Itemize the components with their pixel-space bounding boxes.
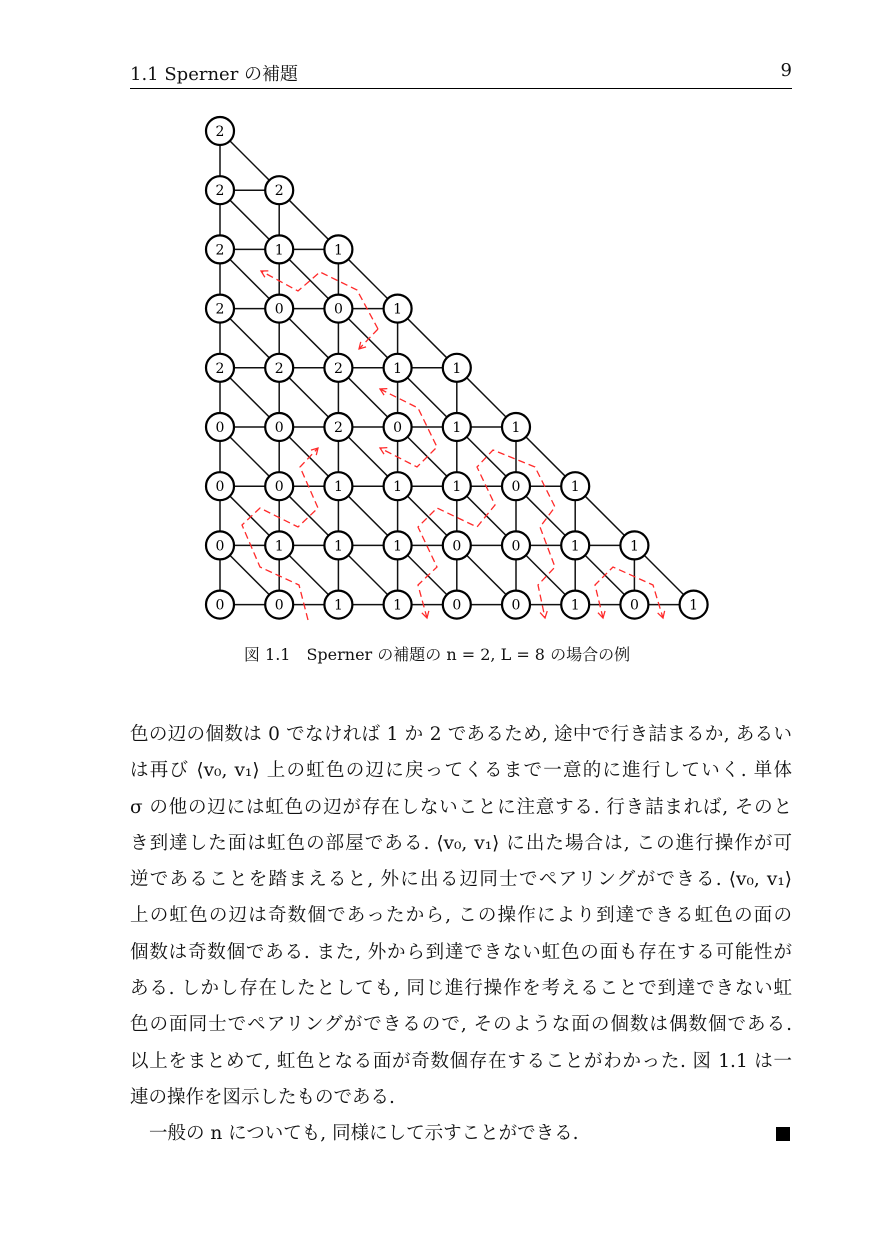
vertex-node: [443, 531, 471, 559]
vertex-label: 1: [452, 420, 462, 436]
vertex-node: [620, 531, 648, 559]
vertex-node: [620, 591, 648, 619]
vertex-node: [443, 591, 471, 619]
vertex-node: [384, 413, 412, 441]
paragraph-line: は再び ⟨v₀, v₁⟩ 上の虹色の辺に戻ってくるまで一意的に進行していく. 単体: [130, 760, 792, 782]
vertex-node: [265, 235, 293, 263]
vertex-node: [384, 472, 412, 500]
paragraph-line: き到達した面は虹色の部屋である. ⟨v₀, v₁⟩ に出た場合は, この進行操作が可: [130, 832, 792, 854]
vertex-node: [502, 413, 530, 441]
vertex-node: [324, 354, 352, 382]
vertex-node: [324, 591, 352, 619]
vertex-node: [324, 531, 352, 559]
vertex-label: 2: [215, 301, 225, 318]
vertex-label: 1: [689, 597, 699, 614]
vertex-node: [384, 591, 412, 619]
vertex-node: [502, 531, 530, 559]
paragraph-line: σ の他の辺には虹色の辺が存在しないことに注意する. 行き詰まれば, そのと: [130, 796, 792, 818]
vertex-label: 0: [393, 420, 403, 436]
final-line-text: 一般の n についても, 同様にして示すことができる.: [149, 1123, 579, 1145]
paragraph-line: 連の操作を図示したものである.: [130, 1086, 395, 1108]
vertex-node: [324, 235, 352, 263]
paragraph-line: 色の辺の個数は 0 でなければ 1 か 2 であるため, 途中で行き詰まるか, あるい: [130, 724, 792, 745]
vertex-node: [443, 413, 471, 441]
vertex-label: 1: [570, 538, 580, 555]
vertex-node: [206, 117, 234, 145]
vertex-label: 1: [452, 360, 462, 377]
vertex-node: [324, 472, 352, 500]
vertex-label: 1: [393, 538, 403, 555]
vertex-node: [680, 591, 708, 619]
vertex-node: [324, 295, 352, 323]
vertex-label: 1: [393, 479, 403, 496]
vertex-label: 2: [333, 360, 343, 377]
vertex-node: [206, 591, 234, 619]
running-header-section: 1.1 Sperner の補題: [130, 64, 299, 85]
vertex-label: 1: [393, 360, 403, 377]
vertex-node: [502, 591, 530, 619]
vertex-label: 1: [274, 538, 284, 555]
vertex-node: [561, 591, 589, 619]
vertex-label: 1: [393, 301, 403, 318]
vertex-node: [265, 472, 293, 500]
vertex-label: 0: [215, 597, 225, 614]
vertex-label: 2: [215, 183, 225, 200]
vertex-label: 0: [274, 420, 284, 436]
vertex-label: 0: [452, 538, 462, 555]
vertex-node: [502, 472, 530, 500]
vertex-node: [384, 295, 412, 323]
vertex-label: 2: [333, 420, 343, 436]
vertex-label: 0: [215, 538, 225, 555]
vertex-label: 1: [452, 479, 462, 496]
vertex-node: [561, 472, 589, 500]
vertex-node: [206, 413, 234, 441]
vertex-node: [443, 472, 471, 500]
vertex-node: [265, 354, 293, 382]
vertex-node: [265, 531, 293, 559]
vertex-label: 1: [333, 479, 343, 496]
paragraph-line: 上の虹色の辺は奇数個であったから, この操作により到達できる虹色の面の: [130, 905, 792, 927]
vertex-label: 1: [511, 420, 521, 436]
vertex-node: [206, 354, 234, 382]
vertex-label: 0: [274, 301, 284, 318]
vertex-node: [206, 472, 234, 500]
vertex-label: 0: [274, 597, 284, 614]
vertex-label: 0: [511, 479, 521, 496]
vertex-label: 1: [570, 597, 580, 614]
vertex-label: 0: [511, 597, 521, 614]
paragraph-final-line: [130, 1116, 792, 1152]
vertex-label: 0: [511, 538, 521, 555]
vertex-label: 2: [274, 183, 284, 200]
vertex-label: 0: [629, 597, 639, 614]
vertex-label: 2: [215, 124, 225, 140]
paragraph-line: 逆であることを踏まえると, 外に出る辺同士でペアリングができる. ⟨v₀, v₁⟩: [130, 869, 792, 891]
vertex-node: [384, 531, 412, 559]
vertex-label: 0: [215, 420, 225, 436]
vertex-label: 0: [333, 301, 343, 318]
figure-caption: 図 1.1 Sperner の補題の n = 2, L = 8 の場合の例: [243, 645, 631, 664]
vertex-label: 2: [274, 360, 284, 377]
qed-square-icon: [776, 1127, 790, 1141]
vertex-label: 0: [215, 479, 225, 496]
vertex-node: [265, 295, 293, 323]
vertex-node: [265, 176, 293, 204]
vertex-label: 2: [215, 242, 225, 259]
paragraph-line: 以上をまとめて, 虹色となる面が奇数個存在することがわかった. 図 1.1 は一: [130, 1050, 792, 1072]
vertex-label: 1: [333, 538, 343, 555]
paragraph-line: 個数は奇数個である. また, 外から到達できない虹色の面も存在する可能性が: [130, 941, 792, 963]
vertex-label: 0: [274, 479, 284, 496]
paragraph-line: ある. しかし存在したとしても, 同じ進行操作を考えることで到達できない虹: [130, 978, 792, 1000]
vertex-label: 1: [274, 242, 284, 259]
vertex-node: [206, 295, 234, 323]
vertex-node: [561, 531, 589, 559]
vertex-label: 0: [452, 597, 462, 614]
vertex-label: 1: [333, 242, 343, 259]
rainbow-path-arrow: [418, 450, 555, 618]
vertex-label: 1: [570, 479, 580, 496]
paragraph-line: 色の面同士でペアリングができるので, そのような面の個数は偶数個である.: [130, 1014, 792, 1036]
vertex-node: [206, 531, 234, 559]
vertex-label: 2: [215, 360, 225, 377]
vertex-node: [324, 413, 352, 441]
page-number: 9: [780, 60, 792, 81]
vertex-label: 1: [629, 538, 639, 555]
vertex-node: [265, 591, 293, 619]
vertex-label: 1: [393, 597, 403, 614]
vertex-node: [384, 354, 412, 382]
body-text: [130, 717, 792, 1153]
vertex-node: [265, 413, 293, 441]
vertex-node: [443, 354, 471, 382]
vertex-node: [206, 235, 234, 263]
vertex-node: [206, 176, 234, 204]
vertex-label: 1: [333, 597, 343, 614]
